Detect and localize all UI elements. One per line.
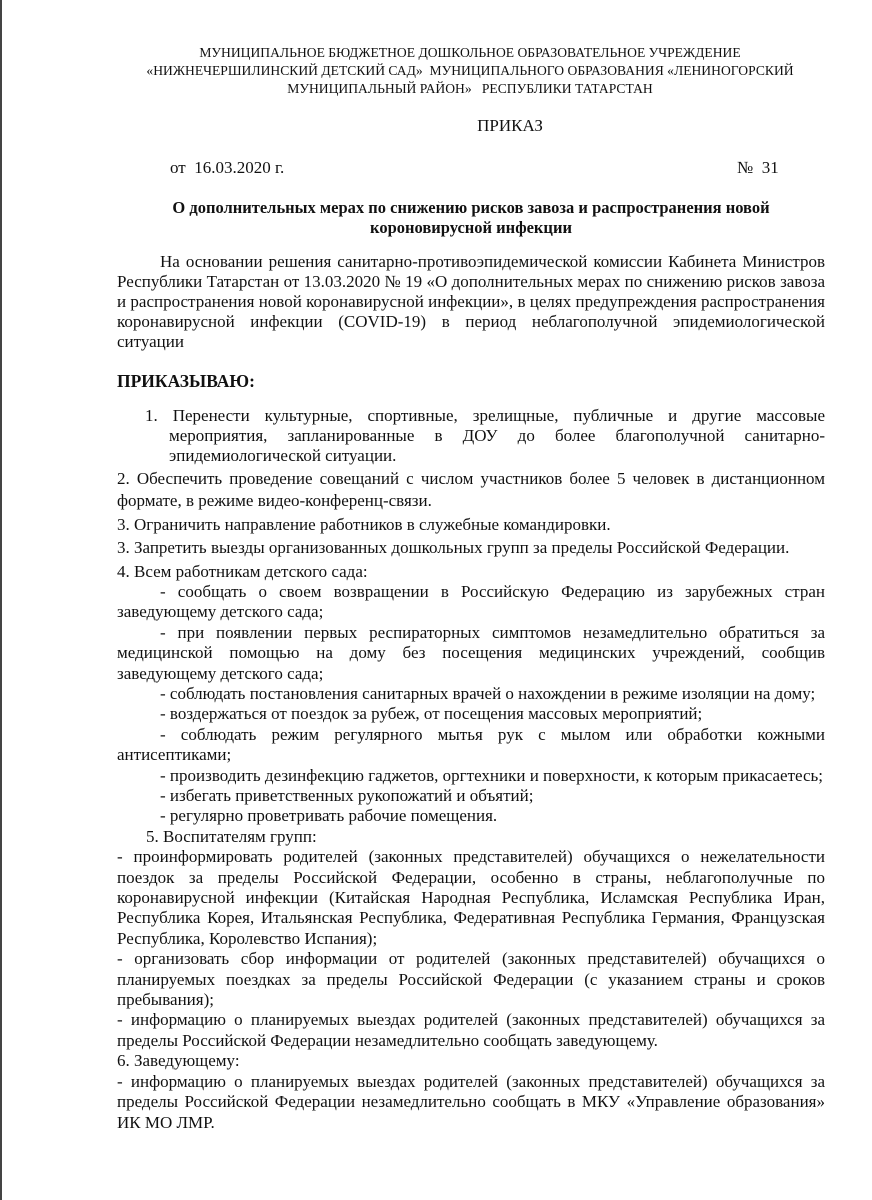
- item-6-sub: - информацию о планируемых выездах родителей (законных представителей) обучащихся за пределы Российской Федерации незамедлительно сообщать в МКУ «Управление образования» ИК МО ЛМР.: [117, 1071, 825, 1132]
- institution-header: [100, 44, 840, 98]
- scan-edge: [0, 0, 2, 1200]
- preamble: На основании решения санитарно-противоэпидемической комиссии Кабинета Министров Республики Татарстан от 13.03.2020 № 19 «О дополнительных мерах по снижению рисков завоза и распространения новой коронавирусной инфекции», в целях предупреждения распространения коронавирусной инфекции (COVID-19) в период неблагополучной эпидемиологической ситуации: [117, 252, 825, 351]
- item-4-sub: - соблюдать постановления санитарных врачей о нахождении в режиме изоляции на дому;: [160, 683, 816, 703]
- item-4-sub: - воздержаться от поездок за рубеж, от посещения массовых мероприятий;: [160, 704, 703, 724]
- item-5-sub: - информацию о планируемых выездах родителей (законных представителей) обучащихся за пределы Российской Федерации незамедлительно сообщать заведующему.: [117, 1010, 825, 1050]
- item-2: 2. Обеспечить проведение совещаний с числом участников более 5 человек в дистанционном формате, в режиме видео-конференц-связи.: [117, 468, 825, 510]
- item-5-sub: - организовать сбор информации от родителей (законных представителей) обучащихся о планируемых поездках за пределы Российской Федерации (с указанием страны и сроков пребывания);: [117, 949, 825, 1010]
- document-type: ПРИКАЗ: [477, 116, 543, 135]
- header-line: «НИЖНЕЧЕРШИЛИНСКИЙ ДЕТСКИЙ САД» МУНИЦИПАЛЬНОГО ОБРАЗОВАНИЯ «ЛЕНИНОГОРСКИЙ: [146, 63, 794, 78]
- document-number: № 31: [737, 158, 779, 177]
- order-body: [117, 406, 825, 1133]
- item-3b: 3. Запретить выезды организованных дошкольных групп за пределы Российской Федерации.: [117, 538, 790, 558]
- item-4-sub: - регулярно проветривать рабочие помещения.: [160, 806, 498, 826]
- item-4: 4. Всем работникам детского сада:: [117, 561, 368, 581]
- document-date: от 16.03.2020 г.: [170, 158, 285, 177]
- item-4-sub: - производить дезинфекцию гаджетов, оргтехники и поверхности, к которым прикасаетесь;: [160, 765, 824, 785]
- item-5: 5. Воспитателям групп:: [146, 826, 317, 846]
- item-4-sub: - избегать приветственных рукопожатий и объятий;: [160, 786, 534, 805]
- item-4-sub: - при появлении первых респираторных симптомов незамедлительно обратиться за медицинской помощью на дому без посещения медицинских учреждений, сообщив заведующему детского сада;: [117, 622, 825, 683]
- item-6: 6. Заведующему:: [117, 1051, 240, 1071]
- item-1: 1. Перенести культурные, спортивные, зрелищные, публичные и другие массовые мероприятия, запланированные в ДОУ до более благополучной санитарно-эпидемиологической ситуации.: [145, 405, 825, 466]
- item-4-sub: - соблюдать режим регулярного мытья рук с мылом или обработки кожными антисептиками;: [117, 724, 825, 765]
- item-4-sub: - сообщать о своем возвращении в Российскую Федерацию из зарубежных стран заведующему детского сада;: [117, 581, 825, 622]
- header-line: МУНИЦИПАЛЬНЫЙ РАЙОН» РЕСПУБЛИКИ ТАТАРСТАН: [287, 81, 653, 96]
- command-heading: ПРИКАЗЫВАЮ:: [117, 371, 255, 391]
- header-line: МУНИЦИПАЛЬНОЕ БЮДЖЕТНОЕ ДОШКОЛЬНОЕ ОБРАЗОВАТЕЛЬНОЕ УЧРЕЖДЕНИЕ: [199, 45, 741, 60]
- item-5-sub: - проинформировать родителей (законных представителей) обучащихся о нежелательности поездок за пределы Российской Федерации, особенно в страны, неблагополучные по коронавирусной инфекции (Китайская Народная Республика, Исламская Республика Иран, Республика Корея, Итальянская Республика, Федеративная Республика Германия, Французская Республика, Королевство Испания);: [117, 847, 825, 948]
- item-3a: 3. Ограничить направление работников в служебные командировки.: [117, 514, 611, 534]
- document-title: О дополнительных мерах по снижению рисков завоза и распространения новой короновирусной инфекции: [172, 198, 770, 237]
